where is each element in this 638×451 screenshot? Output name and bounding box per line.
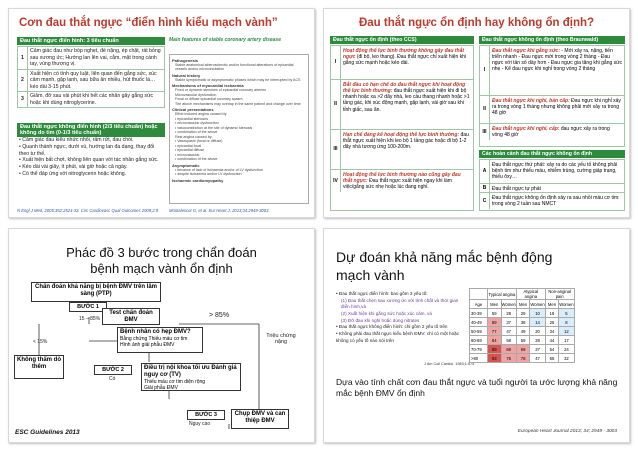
sex-header: Women	[530, 301, 545, 307]
list-item: (2) Xuất hiện khi gắng sức hoặc xúc cảm, và	[341, 310, 432, 316]
feature-item: Fixed or dynamic stenoses of epicardial coronary arteries	[175, 88, 267, 93]
probability-cell: 69	[488, 318, 502, 327]
probability-cell: 38	[516, 318, 530, 327]
slide1-left-header: Đau thắt ngực điển hình: 3 tiêu chuẩn	[17, 37, 165, 45]
probability-cell: 29	[516, 309, 530, 318]
question-title: Bệnh nhân có hẹp ĐMV?	[120, 329, 191, 335]
table-row	[331, 80, 473, 130]
table-row	[480, 184, 624, 193]
probability-cell: 89	[488, 345, 502, 354]
row-text: (đi bộ, leo thang). Đau thắt ngực chỉ xuất hiện khi gắng sức mạnh hoặc kéo dài.	[343, 53, 467, 66]
ccs-header: Đau thắt ngực ổn định (theo CCS)	[330, 36, 474, 44]
row-text: - Mới xảy ra, nặng, tiến triển nhanh - Đau ngực mới trong vòng 2 tháng - Đau ngực với tần số dày hơn - Đau ngực gia tăng khi gắng sức nhẹ - Kể đau ngực khi nghỉ trong vòng 2 tháng	[492, 47, 623, 73]
table-row	[470, 354, 575, 363]
list-item: • Xuất hiện bất chợt, không liên quan với tác nhân gắng sức.	[19, 157, 165, 164]
feature-item: • epicardial diffuse	[175, 148, 205, 153]
slide1-right-citation: Montalescot G, et al. Eur Heart J, 2013;34:2949-3003	[169, 208, 269, 213]
feature-heading: Ischaemic cardiomyopathy	[172, 177, 224, 183]
sex-header: Men	[545, 300, 559, 309]
slide1-left-citation: N Engl J Med, 2005;352:2524-33. Circ Cardiovasc Qual Outcomes 2009;2:9	[17, 208, 159, 213]
question-sub: Hình ảnh giải phẫu ĐMV	[120, 342, 175, 349]
row-emphasis: Đau thắt ngực khi nghỉ, bán cấp:	[492, 97, 570, 104]
row-text: đau thắt ngực xuất hiện khi leo bộ 1 tầng gác hoặc đi bộ 1-2 dãy nhà tương ứng 100-200m.	[343, 131, 469, 150]
age-cell: 40-49	[470, 318, 488, 327]
row-emphasis: Hoạt động thể lực bình thường nào cũng gây đau thắt ngực:	[343, 171, 461, 184]
sex-header: Men	[488, 300, 502, 309]
slide2-title: Đau thắt ngực ổn định hay không ổn định?	[358, 17, 595, 29]
probability-cell: 28	[530, 336, 545, 345]
criteria-table	[17, 46, 165, 108]
list-item: • Không phải đau thắt ngực kiểu bệnh ĐMV: chỉ có một hoặc không có yếu tố nào nói trên	[336, 331, 466, 344]
lt15-label: < 15%	[33, 339, 48, 345]
probability-cell: 17	[559, 336, 574, 345]
criteria-num: 3	[18, 92, 28, 108]
diagnostic-test-box: Test chẩn đoán ĐMV	[102, 308, 160, 325]
table-row	[480, 96, 624, 124]
table-row	[331, 46, 473, 80]
probability-cell: 44	[545, 336, 559, 345]
row-num: IV	[331, 170, 341, 192]
row-num: II	[331, 80, 341, 129]
feature-item: • combination of the above	[175, 130, 218, 135]
high-risk-label: Nguy cao	[189, 421, 211, 427]
probability-cell: 93	[488, 354, 502, 363]
table-row	[480, 160, 624, 184]
slide4-note: Dựa vào tính chất cơn đau thắt ngực và tuổi người ta ước lượng khả năng mắc bệnh ĐMV ổn định	[336, 377, 618, 399]
probability-cell: 10	[530, 309, 545, 318]
feature-item: • microvascular dysfunction	[175, 121, 219, 126]
feature-item: Effort induced angina caused by:	[175, 112, 228, 117]
row-emphasis: Đau thắt ngực khi gắng sức:	[492, 47, 560, 54]
row-num: I	[331, 46, 341, 79]
list-item: (1) Đau thắt chẹn sau xương ức với tính chất và thời gian điển hình,và	[341, 297, 459, 310]
feature-item: • combination of the above	[175, 157, 218, 162]
probability-cell: 34	[545, 327, 559, 336]
table-row	[470, 345, 575, 354]
group-header: Non-anginal pain	[545, 289, 574, 300]
angiography-box: Chụp ĐMV và can thiệp ĐMV	[231, 409, 289, 429]
feature-heading: Clinical presentations	[172, 107, 214, 113]
table-row	[480, 193, 624, 209]
feature-item: • despite ischaemia and/or LV dysfunction	[175, 172, 242, 177]
table-row	[331, 170, 473, 192]
slide4-title	[336, 249, 552, 284]
age-header: Age	[470, 300, 488, 309]
treatment-title: Điều trị nội khoa tối ưu Đánh giá nguy cơ (TV)	[144, 365, 237, 379]
row-text: Đau ngực khi nghỉ xảy ra trong vòng 1 tháng nhưng không phải mới xảy ra trong 48 giờ	[492, 97, 621, 116]
slide-typical-angina	[8, 8, 315, 218]
probability-cell: 14	[530, 318, 545, 327]
feature-item: • epicardial focal	[175, 143, 202, 148]
treatment-risk-box	[141, 363, 241, 391]
table-row	[18, 47, 165, 70]
group-header: Atypical angina	[516, 289, 545, 300]
list-item: (3) Đỡ đau khi nghỉ hoặc dùng nitrates	[341, 317, 420, 323]
probability-cell: 76	[501, 354, 516, 363]
probability-cell: 47	[501, 327, 516, 336]
table-row	[480, 46, 624, 96]
probability-cell: 24	[559, 345, 574, 354]
row-text: đau thắt ngực xuất hiện khi đi bộ nhanh hoặc xa >2 dãy nhà, leo cầu thang nhanh hoặc >1 tầng gác, khi xúc động mạnh, gặp lạnh, vài giờ sau khi tỉnh giấc, sau ăn.	[343, 87, 470, 113]
probability-cell: 20	[530, 327, 545, 336]
probability-cell: 5	[559, 309, 574, 318]
row-text: Đau thắt ngực không ổn định xảy ra sau nhồi máu cơ tim: trong vòng 2 tuần sau NMCT	[492, 194, 620, 207]
step3-label: BƯỚC 3	[187, 410, 225, 420]
list-item: • Cảm giác đau kiểu nhức nhối, rấm rứt, đau chói.	[19, 137, 165, 144]
slide4-list-citation: J Am Coll Cardiol. 1983;1:574	[424, 362, 475, 366]
table-row	[331, 130, 473, 170]
row-num: III	[480, 124, 490, 140]
slide1-title: Cơn đau thắt ngực “điển hình kiểu mạch vành”	[19, 17, 278, 29]
row-num: A	[480, 160, 490, 183]
row-num: I	[480, 46, 490, 95]
slide3-title-line2: bệnh mạch vành ổn định	[90, 261, 233, 277]
list-item: • Kéo dài vài giây, ít phút, vài giờ hoặc cả ngày.	[19, 164, 165, 171]
slide-stable-vs-unstable	[323, 8, 630, 218]
row-text: Đau thắt ngực tự phát	[492, 185, 541, 192]
criteria-text: Xuất hiện có tính quy luật, liên quan đến gắng sức, xúc cảm mạnh, gặp lạnh, sau bữa ăn nhiều, hút thuốc lá… kéo dài 3-15 phút.	[28, 69, 165, 92]
feature-item: • epicardial stenoses	[175, 116, 209, 121]
probability-cell: 47	[530, 354, 545, 363]
table-row	[480, 124, 624, 140]
causes-header: Các hoàn cảnh đau thắt ngực không ổn định	[479, 150, 625, 158]
angina-definition-list	[336, 291, 466, 344]
sex-header: Women	[559, 301, 574, 307]
treatment-sub: Thiếu máu cơ tim diện rộng	[144, 379, 206, 386]
no-further-test-box: Không thấm dò thêm	[14, 355, 64, 379]
sex-header: Men	[516, 300, 530, 309]
probability-cell: 25	[545, 318, 559, 327]
feature-item: • Vasospasm (focal or diffuse)	[175, 139, 223, 144]
pretest-probability-table	[469, 288, 575, 363]
table-row	[470, 318, 575, 327]
slide3-source: ESC Guidelines 2013	[15, 429, 80, 436]
feature-item: Stable anatomical atherosclerotic and/or functional alterations of epicardial vessels and/or microcirculation	[175, 63, 294, 72]
has-stenosis-box	[117, 327, 203, 353]
step2-label: BƯỚC 2	[94, 365, 132, 375]
range-mid-label: 15 – 85%	[79, 316, 101, 322]
probability-cell: 84	[488, 336, 502, 345]
table-row	[470, 336, 575, 345]
slide4-source: European Heart Journal 2013; 34; 2949 - 3003	[517, 429, 617, 434]
feature-item: Focal or diffuse epicardial coronary spasm	[175, 97, 243, 102]
probability-cell: 59	[516, 336, 530, 345]
sex-header: Women	[501, 301, 516, 307]
criteria-text: Cảm giác đau như bóp nghẹt, đè nặng, ép chặt, rát bỏng sau xương ức; Hướng lan lên vai, cằm, mặt trong cánh tay, vùng thượng vị.	[28, 47, 165, 70]
step1-label: BƯỚC 1	[69, 302, 107, 312]
braunwald-table	[479, 45, 625, 147]
age-header-blank	[470, 289, 488, 300]
row-num: II	[480, 96, 490, 123]
feature-item: The above mechanisms may overlap in the same patient and change over time	[175, 101, 301, 106]
treatment-sub: Giải phẫu ĐMV	[144, 385, 178, 392]
list-item: • Đau thắt ngực điển hình: bao gồm 3 yếu tố:	[336, 291, 466, 298]
row-emphasis: Bắt đầu có hạn chế do đau thắt ngực khi hoạt động thể lực bình thường:	[343, 81, 466, 94]
probability-cell: 49	[516, 327, 530, 336]
slide1-sub-header: Đau thắt ngực không điển hình (2/3 tiêu chuẩn) hoặc không do tim (0-1/3 tiêu chuẩn)	[17, 123, 165, 137]
table-row	[18, 92, 165, 108]
slide4-title-line1: Dự đoán khả năng mắc bệnh động	[336, 249, 553, 265]
slide4-title-line2: mạch vành	[336, 266, 405, 283]
age-cell: 50-59	[470, 327, 488, 336]
probability-cell: 32	[559, 354, 574, 363]
slide1-right-header: Main features of stable coronary artery disease	[169, 37, 281, 43]
feature-heading: Asymptomatic	[172, 162, 200, 168]
probability-cell: 59	[488, 309, 502, 318]
feature-heading: Mechanisms of myocardial ischaemia	[172, 83, 244, 89]
probability-cell: 37	[530, 345, 545, 354]
severe-symptoms-label: Triệu chứng nặng	[266, 333, 296, 345]
table-row	[470, 327, 575, 336]
probability-cell: 12	[559, 327, 574, 336]
question-sub: Bằng chứng Thiếu máu cơ tim	[120, 336, 188, 343]
probability-cell: 69	[516, 345, 530, 354]
stable-cad-features-panel	[169, 54, 309, 204]
probability-cell: 65	[545, 354, 559, 363]
feature-item: Rest angina caused by:	[175, 134, 213, 139]
feature-item: Microvascular dysfunction	[175, 92, 217, 97]
feature-heading: Natural history	[172, 72, 201, 78]
probability-cell: 68	[501, 345, 516, 354]
probability-cell: 18	[545, 309, 559, 318]
probability-cell: 58	[501, 336, 516, 345]
slide3-title-line1: Phác đồ 3 bước trong chẩn đoán	[66, 245, 257, 260]
feature-heading: Pathogenesis	[172, 58, 199, 63]
row-emphasis: Đau thắt ngực khi nghỉ, cấp:	[492, 125, 560, 132]
criteria-num: 1	[18, 47, 28, 70]
braunwald-header: Đau thắt ngực không ổn định (theo Braunwald)	[479, 36, 625, 44]
slide-three-step-diagnosis	[8, 228, 315, 443]
row-num: III	[331, 130, 341, 169]
age-cell: 30-39	[470, 309, 488, 318]
probability-cell: 8	[559, 318, 574, 327]
row-text: Đau thắt ngực thứ phát: xảy ra do các yếu tố không phải bệnh tim như thiếu máu, nhiễm trùng, cường giáp trạng, thiếu ôxy…	[492, 161, 618, 180]
criteria-text: Giảm, đỡ sau vài phút khi hết các nhân gây gắng sức hoặc khi dùng nitroglycerine.	[28, 92, 165, 108]
probability-cell: 77	[488, 327, 502, 336]
feature-item: • microvascular	[175, 152, 200, 157]
ccs-table	[330, 45, 474, 211]
causes-table	[479, 159, 625, 211]
row-text: đau ngực xảy ra trong vòng 48 giờ	[492, 125, 610, 138]
probability-cell: 54	[545, 345, 559, 354]
age-cell: 60-69	[470, 336, 488, 345]
probability-cell: 37	[501, 318, 516, 327]
table-row	[470, 309, 575, 318]
row-num: B	[480, 184, 490, 192]
feature-item: • because of lack of ischaemia and/or of LV dysfunction	[175, 167, 263, 172]
age-cell: 70-79	[470, 345, 488, 354]
yes-label: Có	[109, 376, 116, 382]
age-cell: >80	[470, 354, 488, 363]
row-emphasis: Hạn chế đáng kể hoạt động thể lực bình thường:	[343, 131, 460, 138]
feature-item: Stable symptomatic or asymptomatic phases which may be interrupted by ACS	[175, 77, 301, 82]
row-text: Đau thắt ngực xuất hiện ngay khi làm việc/gắng sức nhẹ hoặc lúc đang nghỉ.	[343, 177, 452, 190]
row-num: C	[480, 193, 490, 209]
feature-item: • vasoconstriction at the site of dynamic stenosis	[175, 125, 253, 130]
gt85-label: > 85%	[209, 312, 230, 319]
list-item: • Có thể đáp ứng với nitroglycerin hoặc không.	[19, 171, 165, 178]
probability-cell: 78	[516, 354, 530, 363]
slide-pretest-probability	[323, 228, 630, 443]
criteria-num: 2	[18, 69, 28, 92]
atypical-bullets	[19, 137, 165, 178]
row-emphasis: Hoạt động thể lực bình thường không gây đau thắt ngực	[343, 47, 465, 60]
table-row	[18, 69, 165, 92]
probability-cell: 28	[501, 309, 516, 318]
clinical-probability-box: Chẩn đoán khả năng bị bệnh ĐMV trên lâm sàng (PTP)	[31, 282, 161, 302]
list-item: • Đau thắt ngực không điển hình: chỉ gồm 2 yếu tố trên	[336, 324, 466, 331]
group-header: Typical angina	[488, 289, 517, 300]
list-item: • Quanh thành ngực, dưới vú, hướng lan đa dạng, thay đổi theo tư thế.	[19, 144, 165, 158]
